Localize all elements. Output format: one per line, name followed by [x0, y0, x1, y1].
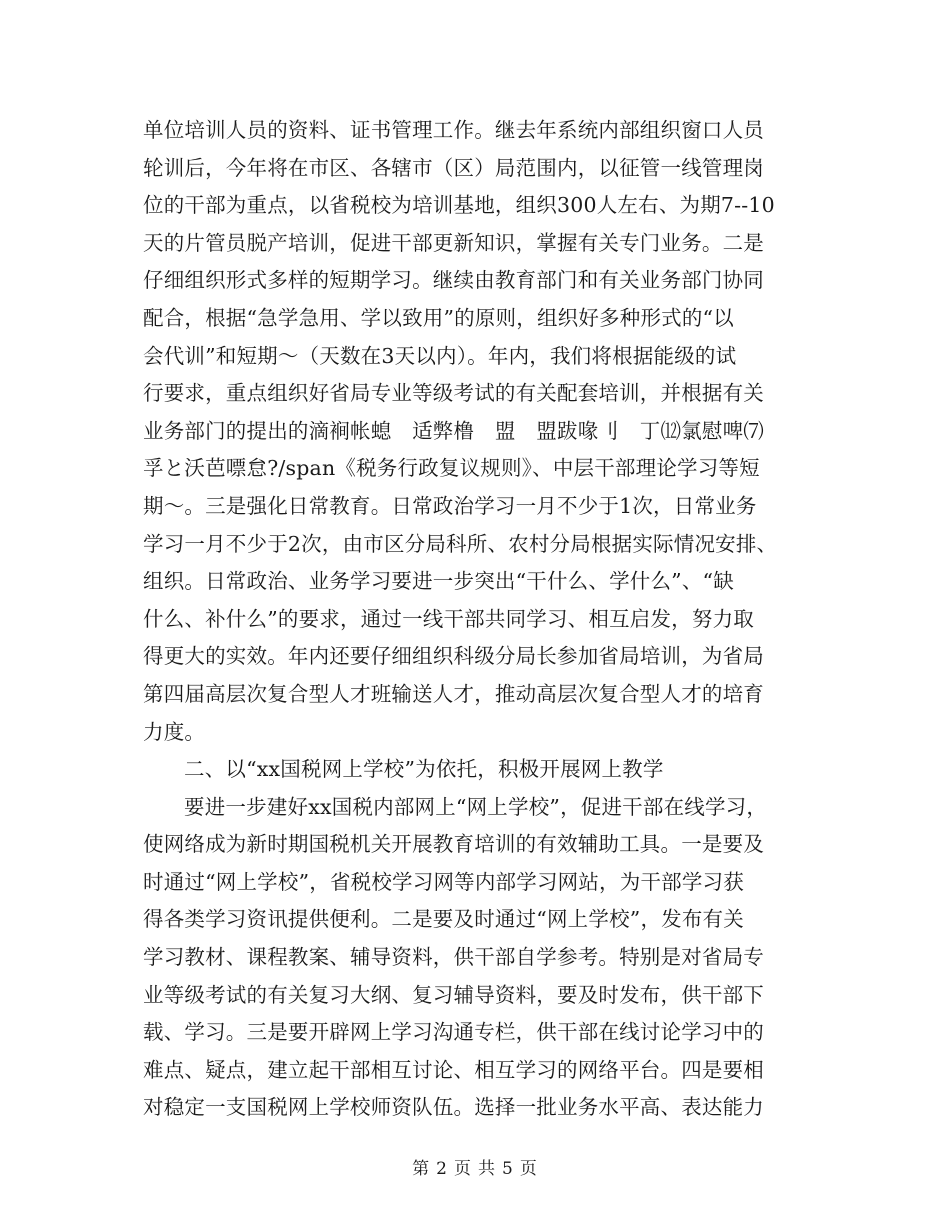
text-line: 学习一月不少于2次，由市区分局科所、农村分局根据实际情况安排、	[143, 531, 778, 556]
text-line: 组织。日常政治、业务学习要进一步突出“干什么、学什么”、“缺	[143, 569, 734, 594]
text-line: 得更大的实效。年内还要仔细组织科级分局长参加省局培训，为省局	[143, 644, 764, 669]
text-line: 时通过“网上学校”，省税校学习网等内部学习网站，为干部学习获	[143, 869, 744, 894]
text-line: 孚と沃芭嘌怠?/span《税务行政复议规则》、中层干部理论学习等短	[143, 456, 760, 481]
text-line: 会代训”和短期～（天数在3天以内）。年内，我们将根据能级的试	[143, 343, 737, 368]
footer-page-word: 页	[454, 1159, 472, 1179]
total-pages-number: 5	[502, 1159, 514, 1179]
text-line: 第四届高层次复合型人才班输送人才，推动高层次复合型人才的培育	[143, 681, 764, 706]
text-line: 得各类学习资讯提供便利。二是要及时通过“网上学校”，发布有关	[143, 907, 744, 932]
text-line: 配合，根据“急学急用、学以致用”的原则，组织好多种形式的“以	[143, 305, 734, 330]
text-line: 难点、疑点，建立起干部相互讨论、相互学习的网络平台。四是要相	[143, 1057, 764, 1082]
text-line: 业务部门的提出的滴裥帐螅 适弊橹 盟 盟跋喙刂 丁⑿氯慰啤⑺	[143, 418, 764, 443]
text-line: 行要求，重点组织好省局专业等级考试的有关配套培训，并根据有关	[143, 381, 764, 406]
text-line: 位的干部为重点，以省税校为培训基地，组织300人左右、为期7--10	[143, 193, 775, 218]
text-line: 期～。三是强化日常教育。日常政治学习一月不少于1次，日常业务	[143, 493, 757, 518]
text-line: 业等级考试的有关复习大纲、复习辅导资料，要及时发布，供干部下	[143, 982, 764, 1007]
text-line: 要进一步建好xx国税内部网上“网上学校”，促进干部在线学习，	[184, 794, 768, 819]
text-line: 力度。	[143, 719, 206, 744]
footer-prefix: 第	[412, 1159, 431, 1179]
text-line: 什么、补什么”的要求，通过一线干部共同学习、相互启发，努力取	[143, 606, 754, 631]
text-line: 载、学习。三是要开辟网上学习沟通专栏，供干部在线讨论学习中的	[143, 1020, 764, 1045]
page-footer	[0, 1154, 950, 1179]
text-line: 仔细组织形式多样的短期学习。继续由教育部门和有关业务部门协同	[143, 268, 764, 293]
footer-total-word: 共	[478, 1159, 496, 1179]
body-text	[143, 112, 811, 1127]
current-page-number: 2	[436, 1159, 448, 1179]
text-line: 使网络成为新时期国税机关开展教育培训的有效辅助工具。一是要及	[143, 832, 764, 857]
text-line: 学习教材、课程教案、辅导资料，供干部自学参考。特别是对省局专	[143, 945, 764, 970]
section-heading: 二、以“xx国税网上学校”为依托，积极开展网上教学	[184, 757, 664, 782]
text-line: 天的片管员脱产培训，促进干部更新知识，掌握有关专门业务。二是	[143, 230, 764, 255]
footer-suffix: 页	[519, 1159, 538, 1179]
text-line: 对稳定一支国税网上学校师资队伍。选择一批业务水平高、表达能力	[143, 1095, 764, 1120]
text-line: 轮训后，今年将在市区、各辖市（区）局范围内，以征管一线管理岗	[143, 155, 764, 180]
text-line: 单位培训人员的资料、证书管理工作。继去年系统内部组织窗口人员	[143, 118, 764, 142]
